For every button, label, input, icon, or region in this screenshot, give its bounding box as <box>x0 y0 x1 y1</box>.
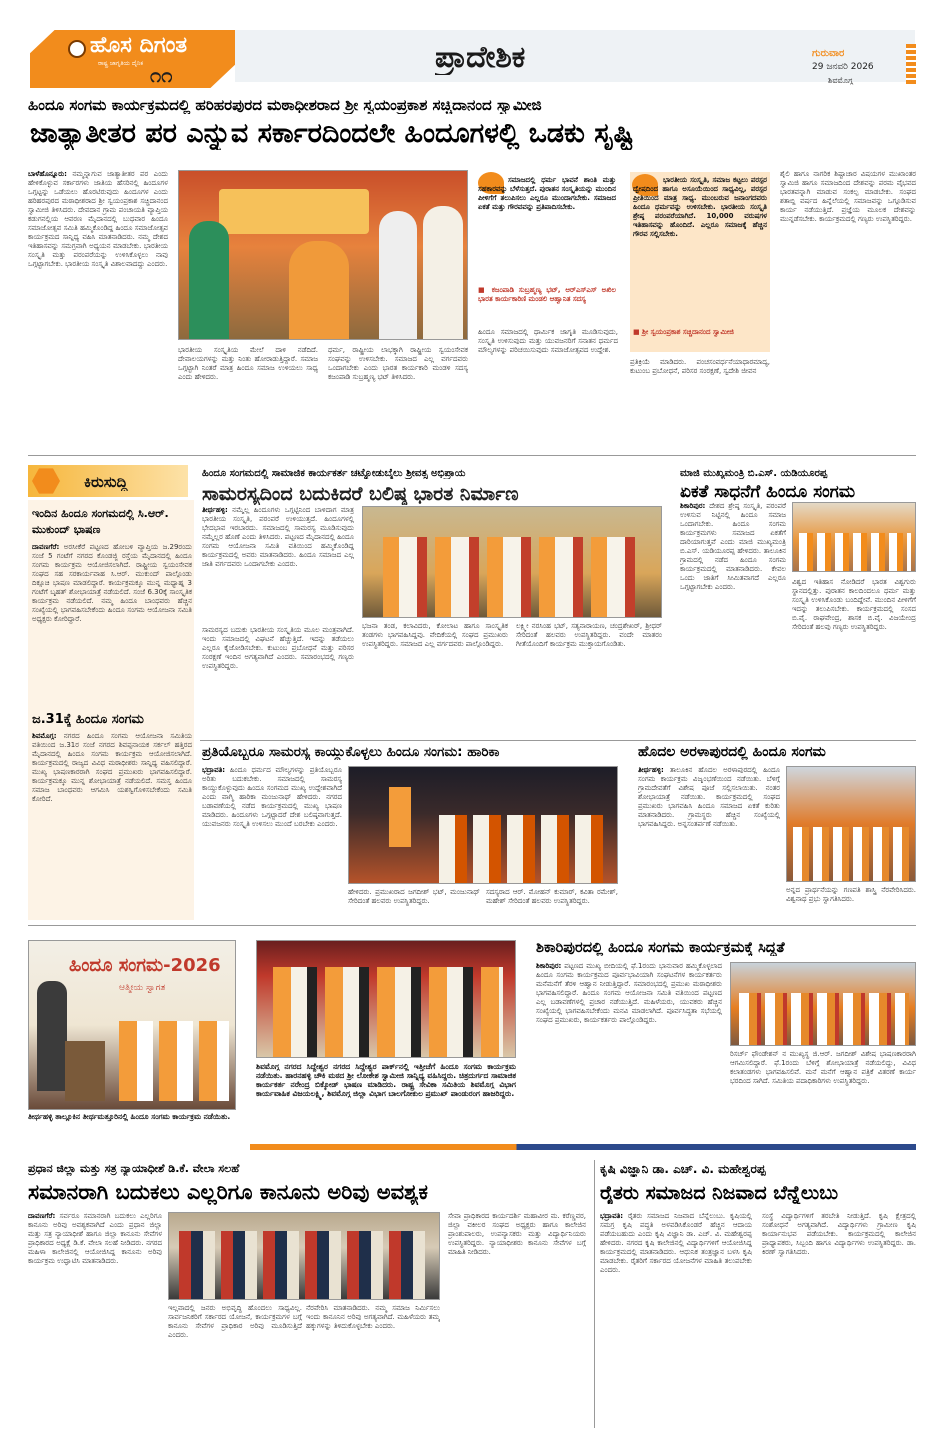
kirusuddi-label: ಕಿರುಸುದ್ದಿ <box>84 473 128 491</box>
shikaripura-dateline: ಶಿಕಾರಿಪುರ: <box>536 962 562 970</box>
kirusuddi-badge <box>28 465 188 497</box>
brief-1-dateline: ದಾವಣಗೆರೆ: <box>32 543 60 551</box>
lead-col3: ಭಾರತೀಯ ಸಂಸ್ಕೃತಿಯ ಮೇಲೆ ದಾಳಿ ನಡೆದಿದೆ. ದೇವಾಲಯಗಳನ್ನು ಮತ್ತು ನಿಂತು ಹೋರಾಡುತ್ತಿದ್ದಾರೆ. ಸಮಾಜ ಒಗ್ಗಟ್ಟಾಗಿ ನಿಂತರೆ ಮಾತ್ರ ಹಿಂದೂ ಸಮಾಜ ಉಳಿಯಲು ಸಾಧ್ಯ ಎಂದು ಹೇಳಿದರು. <box>178 346 318 381</box>
samarasya-col4: ಲಕ್ಷ್ಮೀ ನರಸಿಂಹ ಭಟ್, ಸತ್ಯನಾರಾಯಣ, ಚಂದ್ರಶೇಖರ್, ಶ್ರೀಧರ್ ಸೇರಿದಂತೆ ಹಲವರು ಉಪಸ್ಥಿತರಿದ್ದರು. ವಂದೇ ಮಾತರಂ ಗೀತೆಯೊಂದಿಗೆ ಕಾರ್ಯಕ್ರಮ ಮುಕ್ತಾಯಗೊಂಡಿತು. <box>516 622 662 648</box>
logo-text: ಹೊಸ ದಿಗಂತ <box>90 33 188 58</box>
speaker-figure <box>37 981 67 1091</box>
quote-1-attribution: ■ ಕಜಂಪಾಡಿ ಸುಬ್ರಹ್ಮಣ್ಯ ಭಟ್, ಆರ್‌ಎಸ್‌ಎಸ್ ಅಖಿಲ ಭಾರತ ಕಾರ್ಯಕಾರಿಣಿ ಮಂಡಲಿ ಆಹ್ವಾನಿತ ಸದಸ್ಯ <box>478 286 616 303</box>
yediyurappa-dateline: ಶಿಕಾರಿಪುರ: <box>680 502 706 510</box>
divider <box>28 925 916 926</box>
kanoonu-col4: ಸೇವಾ ಪ್ರಾಧಿಕಾರದ ಕಾರ್ಯದರ್ಶಿ ಮಹಾವೀರ ಮ. ಕರೆಣ್ಣವರ, ಜಿಲ್ಲಾ ವಕೀಲರ ಸಂಘದ ಅಧ್ಯಕ್ಷರು ಹಾಗೂ ಕಾಲೇಜಿನ ಪ್ರಾಂಶುಪಾಲರು, ಉಪನ್ಯಾಸಕರು ಮತ್ತು ವಿದ್ಯಾರ್ಥಿನಿಯರು ಉಪಸ್ಥಿತರಿದ್ದರು. ನ್ಯಾಯಾಧೀಶರು ಕಾನೂನು ಸೇವೆಗಳ ಬಗ್ಗೆ ಮಾಹಿತಿ ನೀಡಿದರು. <box>448 1212 586 1256</box>
thirthahalli-caption: ತೀರ್ಥಹಳ್ಳಿ ತಾಲ್ಲೂಕಿನ ತೀರ್ಥಮತ್ತೂರಿನಲ್ಲಿ ಹಿಂದೂ ಸಂಗಮ ಕಾರ್ಯಕ್ರಮ ನಡೆಯಿತು. <box>28 1112 231 1121</box>
krishi-col2: ಸಂಸ್ಥೆ ವಿದ್ಯಾರ್ಥಿಗಳಿಗೆ ತರಬೇತಿ ನೀಡುತ್ತಿದೆ. ಕೃಷಿ ಕ್ಷೇತ್ರದಲ್ಲಿ ಸಂಶೋಧನೆ ಅಗತ್ಯವಾಗಿದೆ. ವಿದ್ಯಾರ್ಥಿಗಳು ಗ್ರಾಮೀಣ ಕೃಷಿ ಕಾರ್ಯಾನುಭವ ಪಡೆಯಬೇಕು. ಕಾರ್ಯಕ್ರಮದಲ್ಲಿ ಕಾಲೇಜಿನ ಪ್ರಾಧ್ಯಾಪಕರು, ಸಿಬ್ಬಂದಿ ಹಾಗೂ ವಿದ್ಯಾರ್ಥಿಗಳು ಉಪಸ್ಥಿತರಿದ್ದರು. ಡಾ. ಕಿರಣ್ ಸ್ವಾಗತಿಸಿದರು. <box>762 1212 916 1256</box>
harika-photo <box>348 766 618 884</box>
araluru-body-text: ತಾಲೂಕಿನ ಹೊದಲ ಅರಳಾಪುರದಲ್ಲಿ ಹಿಂದೂ ಸಂಗಮ ಕಾರ್ಯಕ್ರಮ ವಿಜೃಂಭಣೆಯಿಂದ ನಡೆಯಿತು. ಬೆಳಿಗ್ಗೆ ಗ್ರಾಮದೇವತೆಗೆ ವಿಶೇಷ ಪೂಜೆ ಸಲ್ಲಿಸಲಾಯಿತು. ನಂತರ ಶೋಭಾಯಾತ್ರೆ ನಡೆಯಿತು. ಕಾರ್ಯಕ್ರಮದಲ್ಲಿ ಸಂಘದ ಪ್ರಮುಖರು ಭಾಗವಹಿಸಿ ಹಿಂದೂ ಸಮಾಜದ ಏಕತೆ ಕುರಿತು ಮಾತನಾಡಿದರು. ಗ್ರಾಮಸ್ಥರು ಹೆಚ್ಚಿನ ಸಂಖ್ಯೆಯಲ್ಲಿ ಭಾಗವಹಿಸಿದ್ದರು. ಅನ್ನಸಂತರ್ಪಣೆ ನಡೆಯಿತು. <box>638 766 780 828</box>
krishi-col1-text: ರೈತರು ಸಮಾಜದ ನಿಜವಾದ ಬೆನ್ನೆಲುಬು. ಕೃಷಿಯಲ್ಲಿ ಸಮಗ್ರ ಕೃಷಿ ಪದ್ಧತಿ ಅಳವಡಿಸಿಕೊಂಡರೆ ಹೆಚ್ಚಿನ ಆದಾಯ ಪಡೆಯಬಹುದು ಎಂದು ಕೃಷಿ ವಿಜ್ಞಾನಿ ಡಾ. ಎಚ್. ವಿ. ಮಹೇಶ್ವರಪ್ಪ ಹೇಳಿದರು. ನಗರದ ಕೃಷಿ ಕಾಲೇಜಿನಲ್ಲಿ ವಿದ್ಯಾರ್ಥಿಗಳಿಗೆ ಆಯೋಜಿಸಿದ್ದ ಕಾರ್ಯಕ್ರಮದಲ್ಲಿ ಮಾತನಾಡಿದರು. ಆಧುನಿಕ ತಂತ್ರಜ್ಞಾನ ಬಳಸಿ ಕೃಷಿ ಮಾಡಬೇಕು. ರೈತರಿಗೆ ಸರ್ಕಾರದ ಯೋಜನೆಗಳ ಮಾಹಿತಿ ತಲುಪಬೇಕು ಎಂದರು. <box>600 1212 752 1274</box>
kanoonu-col2: ಇಲ್ಲವಾದಲ್ಲಿ ಜನರು ಅಭಿವೃದ್ಧಿ ಹೊಂದಲು ಸಾಧ್ಯವಿಲ್ಲ. ಸಾರ್ವಜನಿಕರಿಗೆ ಸರ್ಕಾರದ ಯೋಜನೆ, ಕಾರ್ಯಕ್ರಮಗಳ ಬಗ್ಗೆ ಕಾನೂನು ಸೇವೆಗಳ ಪ್ರಾಧಿಕಾರ ಅರಿವು ಮೂಡಿಸುತ್ತಿದೆ ಎಂದರು. <box>168 1304 302 1339</box>
lead-headline: ಜಾತ್ಯಾತೀತರ ಪರ ಎನ್ನುವ ಸರ್ಕಾರದಿಂದಲೇ ಹಿಂದೂಗಳಲ್ಲಿ ಒಡಕು ಸೃಷ್ಟಿ <box>30 118 634 149</box>
masthead <box>0 0 945 92</box>
quote-2-attribution: ■ ಶ್ರೀ ಸ್ವಯಂಪ್ರಕಾಶ ಸಚ್ಚಿದಾನಂದ ಸ್ವಾಮೀಜಿ <box>633 328 734 336</box>
yediyurappa-col1 <box>680 502 786 736</box>
kanoonu-photo-people <box>179 1231 431 1300</box>
kanoonu-col1-text: ಸರ್ವರೂ ಸಮಾನರಾಗಿ ಬದುಕಲು ಎಲ್ಲರಿಗೂ ಕಾನೂನು ಅರಿವು ಅವಶ್ಯಕವಾಗಿದೆ ಎಂದು ಪ್ರಧಾನ ಜಿಲ್ಲಾ ಮತ್ತು ಸತ್ರ ನ್ಯಾಯಾಧೀಶೆ ಹಾಗೂ ಜಿಲ್ಲಾ ಕಾನೂನು ಸೇವೆಗಳ ಪ್ರಾಧಿಕಾರದ ಅಧ್ಯಕ್ಷೆ ಡಿ.ಕೆ. ವೇಲಾ ಸಲಹೆ ನೀಡಿದರು. ನಗರದ ಮಹಿಳಾ ಕಾಲೇಜಿನಲ್ಲಿ ಆಯೋಜಿಸಿದ್ದ ಕಾನೂನು ಅರಿವು ಕಾರ್ಯಕ್ರಮ ಉದ್ಘಾಟಿಸಿ ಮಾತನಾಡಿದರು. <box>28 1212 162 1265</box>
date: 29 ಜನವರಿ 2026 <box>812 62 874 72</box>
city: ಶಿವಮೊಗ್ಗ <box>828 76 853 85</box>
shikaripura-photo <box>730 962 916 1046</box>
krishi-dateline: ಭದ್ರಾವತಿ: <box>600 1212 624 1220</box>
harika-col3: ಸದಸ್ಯರಾದ ಆರ್. ಮೋಹನ್ ಕುಮಾರ್, ಕವಿತಾ ರಮೇಶ್, ಮಹೇಶ್ ಸೇರಿದಂತೆ ಹಲವರು ಉಪಸ್ಥಿತರಿದ್ದರು. <box>486 888 618 905</box>
page-number: ೧೧ <box>150 63 173 87</box>
day: ಗುರುವಾರ <box>812 48 845 59</box>
lead-col4: ಧರ್ಮ, ರಾಷ್ಟ್ರೀಯ ಲಾಭಕ್ಕಾಗಿ ರಾಷ್ಟ್ರೀಯ ಸ್ವಯಂಸೇವಕ ಸಂಘವನ್ನು ಉಳಿಸಬೇಕು. ಸಮಾಜದ ಎಲ್ಲ ವರ್ಗದವರು ಒಂದಾಗಬೇಕು ಎಂದು ಭಾರತ ಕಾರ್ಯಕಾರಿ ಮಂಡಳಿ ಸದಸ್ಯ ಕಜಂಪಾಡಿ ಸುಬ್ರಹ್ಮಣ್ಯ ಭಟ್ ತಿಳಿಸಿದರು. <box>328 346 468 381</box>
banner-text: ಹಿಂದೂ ಸಂಗಮ-2026 <box>69 955 221 976</box>
samarasya-col3: ಭಜನಾ ತಂಡ, ಕಲಾವಿದರು, ಕೋಲಾಟ ಹಾಗೂ ಸಾಂಸ್ಕೃತಿಕ ತಂಡಗಳು ಭಾಗವಹಿಸಿದ್ದವು. ವೇದಿಕೆಯಲ್ಲಿ ಸಂಘದ ಪ್ರಮುಖರು ಉಪಸ್ಥಿತರಿದ್ದರು. ಸಮಾಜದ ಎಲ್ಲ ವರ್ಗದವರು ಪಾಲ್ಗೊಂಡಿದ್ದರು. <box>362 622 508 648</box>
harika-col1 <box>202 766 342 920</box>
lead-kicker: ಹಿಂದೂ ಸಂಗಮ ಕಾರ್ಯಕ್ರಮದಲ್ಲಿ ಹರಿಹರಪುರದ ಮಠಾಧೀಶರಾದ ಶ್ರೀ ಸ್ವಯಂಪ್ರಕಾಶ ಸಚ್ಚಿದಾನಂದ ಸ್ವಾಮೀಜಿ <box>28 96 542 114</box>
shivamogga-caption: ಶಿವಮೊಗ್ಗ ನಗರದ ಸಿದ್ದೇಶ್ವರ ನಗರದ ಸಿದ್ದೇಶ್ವರ ಪಾರ್ಕ್‌ನಲ್ಲಿ ಇತ್ತೀಚೆಗೆ ಹಿಂದೂ ಸಂಗಮ ಕಾರ್ಯಕ್ರಮ ನಡೆಯಿತು. ಹಾರನಹಳ್ಳಿ ಚೌಕಿ ಮಠದ ಶ್ರೀ ಲೋಕೇಶ ಸ್ವಾಮೀಜಿ ಸಾನ್ನಿಧ್ಯ ವಹಿಸಿದ್ದರು. ಚಿತ್ರದುರ್ಗದ ಸಾಮಾಜಿಕ ಕಾರ್ಯಕರ್ತ ನರೇಂದ್ರ ಬಿಕ್ಕೋಡ್ ಭಾಷಣ ಮಾಡಿದರು. ರಾಷ್ಟ್ರ ಸೇವಿಕಾ ಸಮಿತಿಯ ಶಿವಮೊಗ್ಗ ವಿಭಾಗ ಕಾರ್ಯವಾಹಿಕ ವಿಜಯಲಕ್ಷ್ಮಿ, ಶಿವಮೊಗ್ಗ ಜಿಲ್ಲಾ ವಿಭಾಗ ಬಾಲಗೋಕುಲ ಪ್ರಮುಖ್ ಪಾಂಡುರಂಗ ಹಾಜರಿದ್ದರು. <box>256 1062 516 1098</box>
banner-subtext: ಆತ್ಮೀಯ ಸ್ವಾಗತ <box>119 983 166 993</box>
samarasya-col2: ಸಾಮರಸ್ಯದ ಬದುಕು ಭಾರತೀಯ ಸಂಸ್ಕೃತಿಯ ಮೂಲ ಮಂತ್ರವಾಗಿದೆ. ಇಂದು ಸಮಾಜದಲ್ಲಿ ವಿಘಟನೆ ಹೆಚ್ಚುತ್ತಿದೆ. ಇದನ್ನು ತಡೆಯಲು ಎಲ್ಲರೂ ಕೈಜೋಡಿಸಬೇಕು. ಕುಟುಂಬ ಪ್ರಬೋಧನೆ ಮತ್ತು ಪರಿಸರ ಸಂರಕ್ಷಣೆ ಇಂದಿನ ಅಗತ್ಯವಾಗಿದೆ ಎಂದರು. ಸಮಾರಂಭದಲ್ಲಿ ಗಣ್ಯರು ಉಪಸ್ಥಿತರಿದ್ದರು. <box>202 626 354 670</box>
harika-col2: ಹೇಳಿದರು. ಪ್ರಮುಖರಾದ ಜಗದೀಶ್ ಭಟ್, ಮಂಜುನಾಥ್ ಸೇರಿದಂತೆ ಹಲವರು ಉಪಸ್ಥಿತರಿದ್ದರು. <box>348 888 480 905</box>
quote-box-2 <box>630 172 770 352</box>
yediyurappa-kicker: ಮಾಜಿ ಮುಖ್ಯಮಂತ್ರಿ ಬಿ.ಎಸ್. ಯಡಿಯೂರಪ್ಪ <box>680 468 828 479</box>
krishi-headline: ರೈತರು ಸಮಾಜದ ನಿಜವಾದ ಬೆನ್ನೆಲುಬು <box>600 1182 839 1204</box>
lead-col1 <box>28 170 168 450</box>
brief-1-headline: ಇಂದಿನ ಹಿಂದೂ ಸಂಗಮದಲ್ಲಿ ಸಿ.ಆರ್. ಮುಕುಂದ್ ಭಾಷಣ <box>32 507 169 536</box>
yediyurappa-col1-text: ದೇಶದ ಶ್ರೇಷ್ಠ ಸಂಸ್ಕೃತಿ, ಪರಂಪರೆ ಉಳಿಸುವ ನಿಟ್ಟಿನಲ್ಲಿ ಹಿಂದೂ ಸಮಾಜ ಒಂದಾಗಬೇಕು. ಹಿಂದೂ ಸಂಗಮ ಕಾರ್ಯಕ್ರಮಗಳು ಸಮಾಜದ ಏಕತೆಗೆ ದಾರಿಯಾಗುತ್ತವೆ ಎಂದು ಮಾಜಿ ಮುಖ್ಯಮಂತ್ರಿ ಬಿ.ಎಸ್. ಯಡಿಯೂರಪ್ಪ ಹೇಳಿದರು. ತಾಲೂಕಿನ ಗ್ರಾಮದಲ್ಲಿ ನಡೆದ ಹಿಂದೂ ಸಂಗಮ ಕಾರ್ಯಕ್ರಮದಲ್ಲಿ ಮಾತನಾಡಿದರು. ಕೇವಲ ಒಂದು ಜಾತಿಗೆ ಸೀಮಿತವಾಗದೆ ಎಲ್ಲರೂ ಒಗ್ಗಟ್ಟಾಗಬೇಕು ಎಂದರು. <box>680 502 786 591</box>
divider <box>594 1160 595 1428</box>
harika-headline: ಪ್ರತಿಯೊಬ್ಬರೂ ಸಾಮರಸ್ಯ ಕಾಯ್ದುಕೊಳ್ಳಲು ಹಿಂದೂ ಸಂಗಮ: ಹಾರಿಕಾ <box>202 744 500 760</box>
krishi-kicker: ಕೃಷಿ ವಿಜ್ಞಾನಿ ಡಾ. ಎಚ್. ವಿ. ಮಹೇಶ್ವರಪ್ಪ <box>600 1162 766 1176</box>
right-edge-bar <box>906 44 916 84</box>
pointing-hand-icon <box>32 467 60 495</box>
brief-1-text: ಅರಸೀಕೆರೆ ಪಟ್ಟಣದ ಹೋಬಳಿ ವ್ಯಾಪ್ತಿಯ ಜ.29ರಂದು ಸಂಜೆ 5 ಗಂಟೆಗೆ ನಗರದ ಕೊಂಡಜ್ಜಿ ರಸ್ತೆಯ ಮೈದಾನದಲ್ಲಿ ಹಿಂದೂ ಸಂಗಮ ಕಾರ್ಯಕ್ರಮ ಆಯೋಜಿಸಲಾಗಿದೆ. ರಾಷ್ಟ್ರೀಯ ಸ್ವಯಂಸೇವಕ ಸಂಘದ ಸಹ ಸರಕಾರ್ಯವಾಹ ಸಿ.ಆರ್. ಮುಕುಂದ್ ಪಾಲ್ಗೊಂಡು ದಿಕ್ಸೂಚಿ ಭಾಷಣ ಮಾಡಲಿದ್ದಾರೆ. ಕಾರ್ಯಕ್ರಮಕ್ಕೂ ಮುನ್ನ ಮಧ್ಯಾಹ್ನ 3 ಗಂಟೆಗೆ ಬೃಹತ್ ಶೋಭಾಯಾತ್ರೆ ನಡೆಯಲಿದೆ. ಸಂಜೆ 6.30ಕ್ಕೆ ಸಾಂಸ್ಕೃತಿಕ ಕಾರ್ಯಕ್ರಮ ನಡೆಯಲಿದೆ. ನಮ್ಮ ಹಿಂದೂ ಬಾಂಧವರು ಹೆಚ್ಚಿನ ಸಂಖ್ಯೆಯಲ್ಲಿ ಭಾಗವಹಿಸಬೇಕೆಂದು ಹಿಂದೂ ಸಂಗಮ ಆಯೋಜನಾ ಸಮಿತಿ ಅಧ್ಯಕ್ಷರು ಕೋರಿದ್ದಾರೆ. <box>32 543 192 623</box>
shikaripura-col1-text: ಪಟ್ಟಣದ ಮುಖ್ಯ ಬೀದಿಯಲ್ಲಿ ಫೆ.1ರಂದು ಭಾನುವಾರ ಹಮ್ಮಿಕೊಳ್ಳಲಾದ ಹಿಂದೂ ಸಂಗಮ ಕಾರ್ಯಕ್ರಮದ ಪೂರ್ವಭಾವಿಯಾಗಿ ಸಂಘಟನೆಗಳ ಕಾರ್ಯಕರ್ತರು ಮನೆಮನೆಗೆ ತೆರಳಿ ಆಹ್ವಾನ ನೀಡುತ್ತಿದ್ದಾರೆ. ಸಮಾರಂಭದಲ್ಲಿ ಪ್ರಮುಖ ಮಠಾಧೀಶರು ಭಾಗವಹಿಸಲಿದ್ದಾರೆ. ಹಿಂದೂ ಸಂಗಮ ಆಯೋಜನಾ ಸಮಿತಿ ವತಿಯಿಂದ ಪಟ್ಟಣದ ಎಲ್ಲ ಬಡಾವಣೆಗಳಲ್ಲಿ ಪ್ರಚಾರ ನಡೆಯುತ್ತಿದೆ. ಮಹಿಳೆಯರು, ಯುವಕರು ಹೆಚ್ಚಿನ ಸಂಖ್ಯೆಯಲ್ಲಿ ಭಾಗವಹಿಸಬೇಕೆಂದು ಮನವಿ ಮಾಡಲಾಗಿದೆ. ಪೂರ್ವಸಿದ್ಧತಾ ಸಭೆಯಲ್ಲಿ ಸಂಘದ ಪ್ರಮುಖರು, ಕಾರ್ಯಕರ್ತರು ಪಾಲ್ಗೊಂಡಿದ್ದರು. <box>536 962 722 1024</box>
lead-col5: ಹಿಂದೂ ಸಮಾಜದಲ್ಲಿ ಧಾರ್ಮಿಕ ಜಾಗೃತಿ ಮೂಡಿಸುವುದು, ಸಂಸ್ಕೃತಿ ಉಳಿಸುವುದು ಮತ್ತು ಯುವಜನರಿಗೆ ಸನಾತನ ಧರ್ಮದ ಮೌಲ್ಯಗಳನ್ನು ಪರಿಚಯಿಸುವುದು ಸಮಾಜೋತ್ಸವದ ಉದ್ದೇಶ. <box>478 328 618 354</box>
kanoonu-headline: ಸಮಾನರಾಗಿ ಬದುಕಲು ಎಲ್ಲರಿಗೂ ಕಾನೂನು ಅರಿವು ಅವಶ್ಯಕ <box>28 1180 428 1204</box>
logo-emblem-icon <box>68 40 86 58</box>
quote-2-text: ಭಾರತೀಯ ಸಂಸ್ಕೃತಿ, ಸಮಾಜ ಕಟ್ಟಲು ಪರಸ್ಪರ ದ್ವೇಷದಿಂದ ಹಾಗೂ ಅಸೂಯೆಯಿಂದ ಸಾಧ್ಯವಿಲ್ಲ, ಪರಸ್ಪರ ಪ್ರೀತಿಯಿಂದ ಮಾತ್ರ ಸಾಧ್ಯ. ಮುಂಬರುವ ಜನಾಂಗದವರು ಹಿಂದೂ ಧರ್ಮವನ್ನು ಉಳಿಸಬೇಕು. ಭಾರತೀಯ ಸಂಸ್ಕೃತಿ ಶ್ರೇಷ್ಠ ಪರಂಪರೆಯಾಗಿದೆ. 10,000 ವರುಷಗಳ ಇತಿಹಾಸವನ್ನು ಹೊಂದಿದೆ. ಎಲ್ಲರೂ ಸಮಾಜಕ್ಕೆ ಹೆಚ್ಚಿನ ಗೌರವ ಸಲ್ಲಿಸಬೇಕು. <box>633 176 767 238</box>
yediyurappa-headline: ಏಕತೆ ಸಾಧನೆಗೆ ಹಿಂದೂ ಸಂಗಮ <box>680 482 856 502</box>
araluru-photo <box>786 766 916 882</box>
araluru-dateline: ತೀರ್ಥಹಳ್ಳಿ: <box>638 766 664 774</box>
samarasya-col1 <box>202 506 354 622</box>
harika-col1-text: ಹಿಂದೂ ಧರ್ಮದ ಮೌಲ್ಯಗಳನ್ನು ಪ್ರತಿಯೊಬ್ಬರೂ ಅರಿತು ಬದುಕಬೇಕು. ಸಮಾಜದಲ್ಲಿ ಸಾಮರಸ್ಯ ಕಾಯ್ದುಕೊಳ್ಳುವುದು ಹಿಂದೂ ಸಂಗಮದ ಮುಖ್ಯ ಉದ್ದೇಶವಾಗಿದೆ ಎಂದು ವಾಗ್ಮಿ ಹಾರಿಕಾ ಮಂಜುನಾಥ್ ಹೇಳಿದರು. ನಗರದ ಬಡಾವಣೆಯಲ್ಲಿ ನಡೆದ ಕಾರ್ಯಕ್ರಮದಲ್ಲಿ ಮುಖ್ಯ ಭಾಷಣ ಮಾಡಿದರು. ಹಿಂದೂಗಳು ಒಗ್ಗಟ್ಟಾದರೆ ದೇಶ ಬಲಿಷ್ಠವಾಗುತ್ತದೆ. ಯುವಜನರು ಸಂಸ್ಕೃತಿ ಉಳಿಸಲು ಮುಂದೆ ಬರಬೇಕು ಎಂದರು. <box>202 766 342 828</box>
seated-guests <box>119 1021 229 1101</box>
harika-photo-speaker <box>389 787 411 847</box>
lead-photo-banner <box>219 189 369 234</box>
araluru-headline: ಹೊದಲ ಅರಳಾಪುರದಲ್ಲಿ ಹಿಂದೂ ಸಂಗಮ <box>638 744 826 760</box>
brief-2-body <box>32 732 192 918</box>
lead-photo <box>178 170 468 340</box>
kanoonu-col1 <box>28 1212 162 1427</box>
lead-photo-person <box>289 241 349 340</box>
araluru-tail: ಅನ್ನದ ಪ್ರಾರ್ಥನೆಯನ್ನು ಗಣಪತಿ ಶಾಸ್ತ್ರಿ ನೆರವೇರಿಸಿದರು. ವಿಶ್ವನಾಥ ಪ್ರಭು ಸ್ವಾಗತಿಸಿದರು. <box>786 886 916 903</box>
brief-2-dateline: ಶಿವಮೊಗ್ಗ: <box>32 732 57 740</box>
araluru-body <box>638 766 780 890</box>
section-band <box>250 1144 916 1150</box>
yediyurappa-photo-people <box>799 533 911 572</box>
shikaripura-headline: ಶಿಕಾರಿಪುರದಲ್ಲಿ ಹಿಂದೂ ಸಂಗಮ ಕಾರ್ಯಕ್ರಮಕ್ಕೆ ಸಿದ್ಧತೆ <box>536 940 785 956</box>
harika-dateline: ಭದ್ರಾವತಿ: <box>202 766 226 774</box>
samarasya-dateline: ತೀರ್ಥಹಳ್ಳಿ: <box>202 506 228 514</box>
lead-photo-person <box>189 221 229 340</box>
krishi-col1 <box>600 1212 752 1427</box>
brief-2-text: ನಗರದ ಹಿಂದೂ ಸಂಗಮ ಆಯೋಜನಾ ಸಮಿತಿಯ ವತಿಯಿಂದ ಜ.31ರ ಸಂಜೆ ನಗರದ ಶಿವಪ್ಪನಾಯಕ ಸರ್ಕಲ್ ಹತ್ತಿರದ ಮೈದಾನದಲ್ಲಿ ಹಿಂದೂ ಸಂಗಮ ಕಾರ್ಯಕ್ರಮ ಆಯೋಜಿಸಲಾಗಿದೆ. ಕಾರ್ಯಕ್ರಮದಲ್ಲಿ ರಾಜ್ಯದ ವಿವಿಧ ಮಠಾಧೀಶರು ಸಾನ್ನಿಧ್ಯ ವಹಿಸಲಿದ್ದಾರೆ. ಮುಖ್ಯ ಭಾಷಣಕಾರರಾಗಿ ಸಂಘದ ಪ್ರಮುಖರು ಭಾಗವಹಿಸಲಿದ್ದಾರೆ. ಕಾರ್ಯಕ್ರಮಕ್ಕೂ ಮುನ್ನ ಶೋಭಾಯಾತ್ರೆ ನಡೆಯಲಿದೆ. ಸಮಸ್ತ ಹಿಂದೂ ಸಮಾಜ ಬಾಂಧವರು ಆಗಮಿಸಿ ಯಶಸ್ವಿಗೊಳಿಸಬೇಕೆಂದು ಸಮಿತಿ ಕೋರಿದೆ. <box>32 732 192 803</box>
quote-box-1 <box>478 172 618 320</box>
logo-tagline: ರಾಷ್ಟ್ರ ಜಾಗೃತಿಯ ದೈನಿಕ <box>98 60 144 67</box>
thirthahalli-photo <box>28 940 236 1110</box>
lead-col7: ಶೈಲಿ ಹಾಗೂ ನಾಗರಿಕ ಶಿಷ್ಟಾಚಾರ ವಿಷಯಗಳ ಮುಖಾಂತರ ಸ್ವಾಮಿಜಿ ಹಾಗೂ ಸಮಾಜದಿಂದ ದೇಶವನ್ನು ಪರಮ ವೈಭವದ ಭಾರತವನ್ನಾಗಿ ಮಾಡುವ ಸಂಕಲ್ಪ ಮಾಡಬೇಕು. ಸಂಘದ ಶತಾಬ್ದಿ ವರ್ಷದ ಹಿನ್ನೆಲೆಯಲ್ಲಿ ಸಮಾಜವನ್ನು ಒಗ್ಗೂಡಿಸುವ ಕಾರ್ಯ ನಡೆಯುತ್ತಿದೆ. ಪ್ರಜ್ಞೆಯ ಮೂಲಕ ದೇಶವನ್ನು ಮುನ್ನಡೆಸಬೇಕು. ಕಾರ್ಯಕ್ರಮದಲ್ಲಿ ಗಣ್ಯರು ಉಪಸ್ಥಿತರಿದ್ದರು. <box>780 170 916 223</box>
lead-photo-person <box>379 211 417 340</box>
divider <box>28 455 916 456</box>
podium <box>65 1041 105 1101</box>
harika-photo-people <box>439 815 609 884</box>
lead-col6: ಪ್ರತಿಕ್ರಿಯೆ ಮಾಡಿದರು. ಪಂಚಸಂವರ್ಧನೆಯಾಧಾರಮಾದ್ಯ, ಕುಟುಂಬ ಪ್ರಬೋಧನೆ, ಪರಿಸರ ಸಂರಕ್ಷಣೆ, ಸ್ವದೇಶಿ ಜೀವನ <box>630 358 770 375</box>
lead-dateline: ಬಾಳೆಹೊನ್ನೂರು: <box>28 170 67 178</box>
brief-1-body <box>32 543 192 703</box>
shikaripura-photo-people <box>739 993 909 1046</box>
samarasya-col1-text: ನಮ್ಮೆಲ್ಲ ಹಿಂದೂಗಳು ಒಗ್ಗಟ್ಟಿನಿಂದ ಬಾಳಿದಾಗ ಮಾತ್ರ ಭಾರತೀಯ ಸಂಸ್ಕೃತಿ, ಪರಂಪರೆ ಉಳಿಯುತ್ತದೆ. ಹಿಂದೂಗಳಲ್ಲಿ ಭೇದಭಾವ ಇರಬಾರದು. ಸಮಾಜದಲ್ಲಿ ಸಾಮರಸ್ಯ ಮೂಡಿಸುವುದು ನಮ್ಮೆಲ್ಲರ ಹೊಣೆ ಎಂದು ತಿಳಿಸಿದರು. ಪಟ್ಟಣದ ಮೈದಾನದಲ್ಲಿ ಹಿಂದೂ ಸಂಗಮ ಆಯೋಜನಾ ಸಮಿತಿ ವತಿಯಿಂದ ಹಮ್ಮಿಕೊಂಡಿದ್ದ ಕಾರ್ಯಕ್ರಮದಲ್ಲಿ ಅವರು ಮಾತನಾಡಿದರು. ಹಿಂದೂ ಸಮಾಜದ ಎಲ್ಲ ಜಾತಿ ವರ್ಗದವರು ಒಂದಾಗಬೇಕು ಎಂದರು. <box>202 506 354 568</box>
araluru-photo-people <box>793 827 911 882</box>
shivamogga-photo-people <box>273 967 503 1058</box>
shivamogga-photo <box>256 940 516 1058</box>
yediyurappa-col2: ವಿಶ್ವದ ಇತಿಹಾಸ ನೋಡಿದರೆ ಭಾರತ ವಿಶ್ವಗುರು ಸ್ಥಾನದಲ್ಲಿತ್ತು. ಪುರಾತನ ಕಾಲದಿಂದಲೂ ಧರ್ಮ ಮತ್ತು ಸಂಸ್ಕೃತಿ ಉಳಿಸಿಕೊಂಡು ಬಂದಿದ್ದೇವೆ. ಮುಂದಿನ ಪೀಳಿಗೆಗೆ ಇದನ್ನು ತಲುಪಿಸಬೇಕು. ಕಾರ್ಯಕ್ರಮದಲ್ಲಿ ಸಂಸದ ಬಿ.ವೈ. ರಾಘವೇಂದ್ರ, ಶಾಸಕ ಬಿ.ವೈ. ವಿಜಯೇಂದ್ರ ಸೇರಿದಂತೆ ಹಲವು ಗಣ್ಯರು ಉಪಸ್ಥಿತರಿದ್ದರು. <box>792 578 916 631</box>
kanoonu-col3: ನೆರವೇರಿಸಿ ಮಾತನಾಡಿದರು. ನಮ್ಮ ಸಮಾಜ ನಿರ್ಮಿಸಲು ಇಂದು ಕಾನೂನಿನ ಅರಿವು ಅಗತ್ಯವಾಗಿದೆ. ಮಹಿಳೆಯರು ತಮ್ಮ ಹಕ್ಕುಗಳನ್ನು ತಿಳಿದುಕೊಳ್ಳಬೇಕು ಎಂದರು. <box>306 1304 440 1330</box>
kanoonu-kicker: ಪ್ರಧಾನ ಜಿಲ್ಲಾ ಮತ್ತು ಸತ್ರ ನ್ಯಾಯಾಧೀಶೆ ಡಿ.ಕೆ. ವೇಲಾ ಸಲಹೆ <box>28 1162 240 1175</box>
shikaripura-col1 <box>536 962 722 1140</box>
lead-col1-text: ನಮ್ಮನ್ನಾಗುವ ಜಾತ್ಯಾತೀತರ ಪರ ಎಂದು ಹೇಳಿಕೊಳ್ಳುವ ಸರ್ಕಾರಗಳು ಜಾತಿಯ ಹೆಸರಿನಲ್ಲಿ ಹಿಂದೂಗಳ ಒಗ್ಗಟ್ಟನ್ನು ಒಡೆಯಲು ಹೊರಟಿರುವುದು ಹಿಂದೂಗಳ ಎಂದು ಹರಿಹರಪುರದ ಮಠಾಧೀಶರಾದ ಶ್ರೀ ಸ್ವಯಂಪ್ರಕಾಶ ಸಚ್ಚಿದಾನಂದ ಸ್ವಾಮೀಜಿ ತಿಳಿಸಿದರು. ದೇವದಾನ ಗ್ರಾಮ ಪಂಚಾಯತಿ ವ್ಯಾಪ್ತಿಯ ಕಡುಗನಲ್ಲಿಯ ಆವರಣ ಮೈದಾನದಲ್ಲಿ ಬುಧವಾರ ಹಿಂದೂ ಸಮಾಜೋತ್ಸವ ಸಮಿತಿ ಹಮ್ಮಿಕೊಂಡಿದ್ದ ಹಿಂದೂ ಸಮಾಜೋತ್ಸವ ಕಾರ್ಯಕ್ರಮದ ಸಾನ್ನಿಧ್ಯ ವಹಿಸಿ ಮಾತನಾಡಿದರು. ನಮ್ಮ ದೇಶದ ಇತಿಹಾಸವನ್ನು ಸಮಗ್ರವಾಗಿ ಅಧ್ಯಯನ ಮಾಡಬೇಕು. ಭಾರತೀಯ ಸಂಸ್ಕೃತಿ ಮತ್ತು ಪರಂಪರೆಯನ್ನು ಉಳಿಸಿಕೊಳ್ಳಲು ನಾವು ಒಗ್ಗಟ್ಟಾಗಬೇಕು. ಭಾರತೀಯ ಸಂಸ್ಕೃತಿ ವಿಶಾಲವಾದದ್ದು ಎಂದರು. <box>28 170 168 268</box>
lead-photo-person <box>423 206 463 340</box>
kanoonu-dateline: ದಾವಣಗೆರೆ: <box>28 1212 56 1220</box>
samarasya-kicker: ಹಿಂದೂ ಸಂಗಮದಲ್ಲಿ ಸಾಮಾಜಿಕ ಕಾರ್ಯಕರ್ತ ಚಟ್ನೋಡುಬೈಲು ಶ್ರೀವತ್ಸ ಅಭಿಪ್ರಾಯ <box>202 468 466 479</box>
samarasya-photo-people <box>383 537 643 618</box>
divider <box>200 740 916 741</box>
shikaripura-col2: ರಿಸರ್ಚ್ ಫೌಂಡೇಶನ್ ನ ಮುಖ್ಯಸ್ಥ ಜಿ.ಆರ್. ಜಗದೀಶ್ ವಿಶೇಷ ಭಾಷಣಕಾರರಾಗಿ ಆಗಮಿಸಲಿದ್ದಾರೆ. ಫೆ.1ರಂದು ಬೆಳಿಗ್ಗೆ ಶೋಭಾಯಾತ್ರೆ ನಡೆಯಲಿದ್ದು, ವಿವಿಧ ಕಲಾತಂಡಗಳು ಭಾಗವಹಿಸಲಿವೆ. ಮನೆ ಮನೆಗೆ ಆಹ್ವಾನ ಪತ್ರಿಕೆ ವಿತರಣೆ ಕಾರ್ಯ ಭರದಿಂದ ಸಾಗಿದೆ. ಸಮಿತಿಯ ಪದಾಧಿಕಾರಿಗಳು ಉಪಸ್ಥಿತರಿದ್ದರು. <box>730 1050 916 1085</box>
samarasya-headline: ಸಾಮರಸ್ಯದಿಂದ ಬದುಕಿದರೆ ಬಲಿಷ್ಠ ಭಾರತ ನಿರ್ಮಾಣ <box>202 483 519 505</box>
kanoonu-photo <box>168 1212 440 1300</box>
samarasya-photo <box>362 506 662 618</box>
yediyurappa-photo <box>792 502 916 572</box>
section-title: ಪ್ರಾದೇಶಿಕ <box>435 40 526 75</box>
brief-2-headline: ಜ.31ಕ್ಕೆ ಹಿಂದೂ ಸಂಗಮ <box>32 712 144 727</box>
quote-1-text: ಸಮಾಜದಲ್ಲಿ ಧರ್ಮ ಭಾವನೆ ಶಾಂತಿ ಮತ್ತು ಸಹಕಾರವನ್ನು ಬೆಳೆಸುತ್ತದೆ. ಪುರಾತನ ಸಂಸ್ಕೃತಿಯನ್ನು ಮುಂದಿನ ಪೀಳಿಗೆಗೆ ತಲುಪಿಸಲು ಎಲ್ಲರೂ ಮುಂದಾಗಬೇಕು. ಸಮಾಜದ ಏಕತೆ ಮತ್ತು ಗೌರವವನ್ನು ಪ್ರತಿಪಾದಿಸಬೇಕು. <box>478 176 616 211</box>
